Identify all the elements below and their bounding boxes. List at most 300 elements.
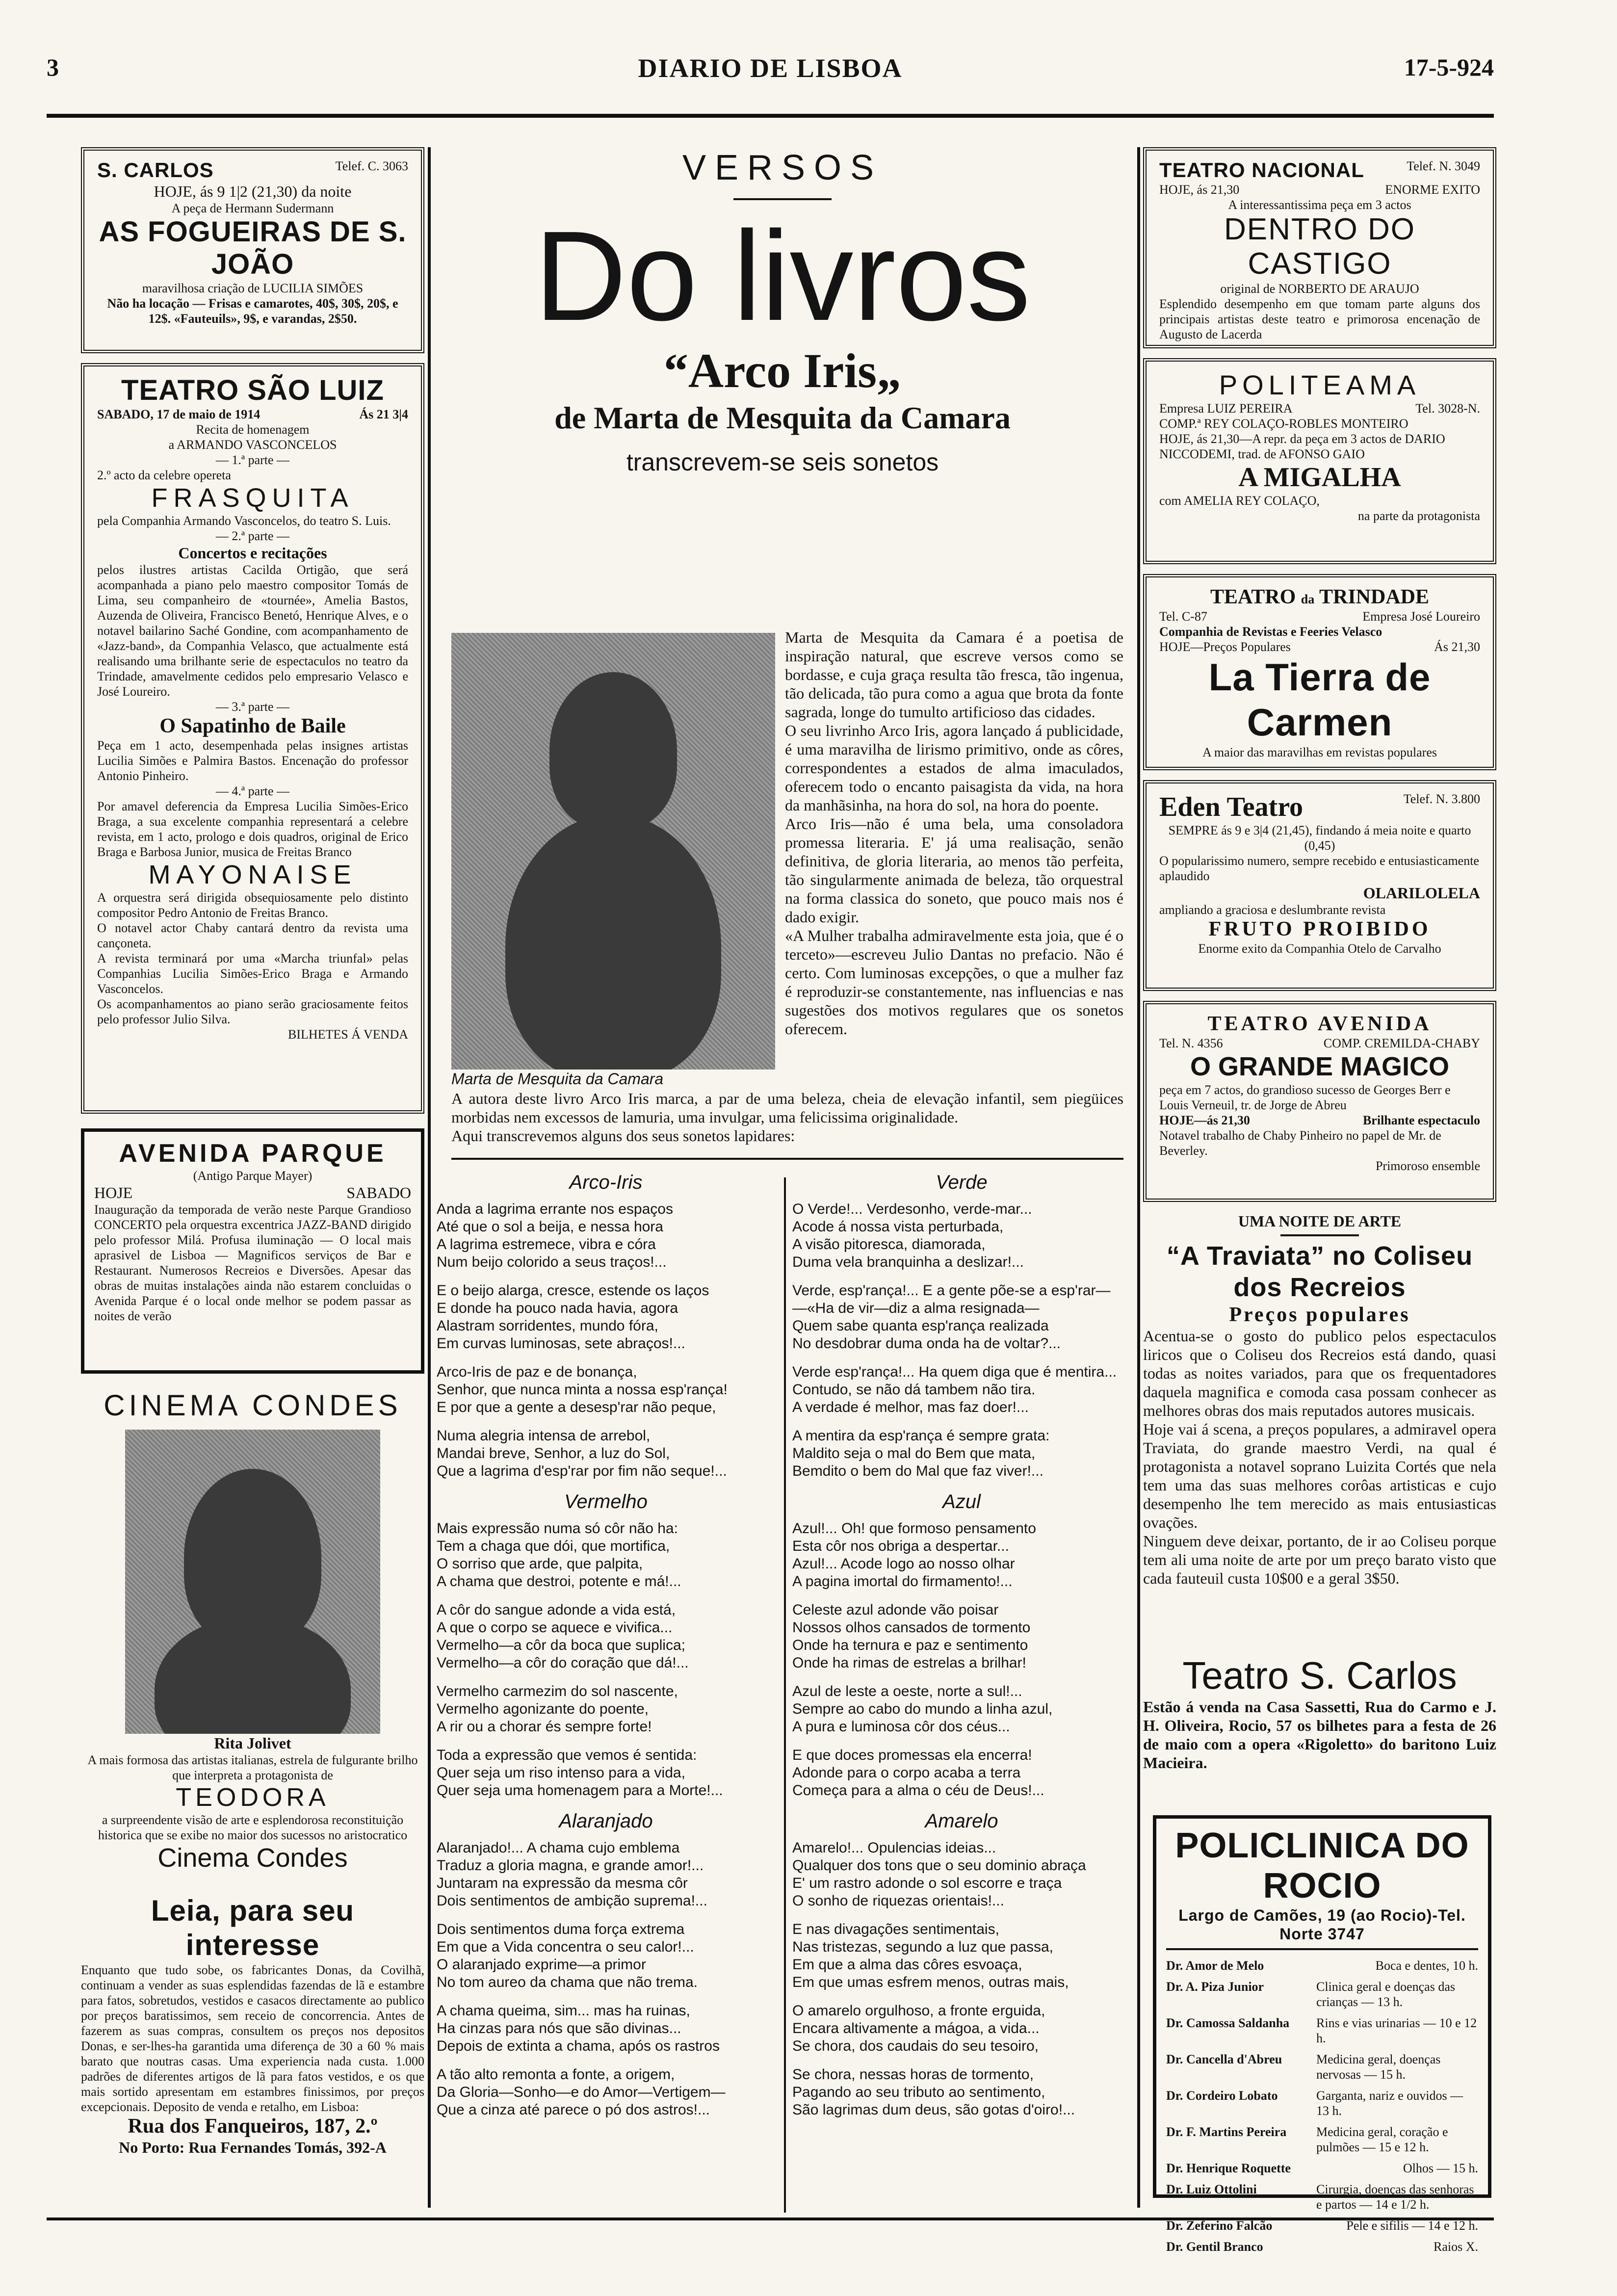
poem-body xyxy=(437,1839,775,2119)
poem-stanza xyxy=(792,1921,1131,1991)
politeama-name: POLITEAMA xyxy=(1219,369,1421,400)
article-versos xyxy=(437,147,1128,478)
ad-eden-teatro xyxy=(1143,780,1496,991)
s-carlos-tel: Telef. C. 3063 xyxy=(335,159,408,173)
book-title: “Arco Iris„ xyxy=(663,343,902,398)
poem-line: Qualquer dos tons que o seu dominio abraça xyxy=(792,1857,1086,1874)
nacional-exito: ENORME EXITO xyxy=(1385,183,1480,197)
poem-line: Esta côr nos obriga a despertar... xyxy=(792,1538,1009,1554)
s-carlos-ad-text: Estão á venda na Casa Sassetti, Rua do Carmo e J. H. Oliveira, Rocio, 57 os bilhetes para a festa de 26 de maio com a opera «Rigoletto» do baritono Luiz Macieira. xyxy=(1143,1698,1496,1772)
nacional-author: original de NORBERTO DE ARAUJO xyxy=(1220,282,1419,296)
poem-line: Numa alegria intensa de arrebol, xyxy=(437,1428,651,1444)
avenida-parque-sub: (Antigo Parque Mayer) xyxy=(193,1169,313,1183)
poem-line: A tão alto remonta a fonte, a origem, xyxy=(437,2066,675,2083)
article-para-1: Marta de Mesquita da Camara é a poetisa de inspiração natural, que escreve versos como se bordasse, e cuja graça resulta tão fresca, tão ingenua, tão delicada, tão pura como a agua que brota da fonte sagrada, longe do tumulto artificioso das cidades. xyxy=(785,628,1123,721)
poem-line: A pagina imortal do firmamento!... xyxy=(792,1573,1013,1590)
poem-line: A rir ou a chorar és sempre forte! xyxy=(437,1719,652,1735)
doctor-row xyxy=(1166,2236,1478,2257)
trindade-empresa: Empresa José Loureiro xyxy=(1362,609,1480,624)
poem-title: Verde xyxy=(936,1172,988,1193)
poem-line: Vermelho carmezim do sol nascente, xyxy=(437,1683,678,1699)
leia-address-lisboa: Rua dos Fanqueiros, 187, 2.º xyxy=(128,2115,378,2138)
rita-jolivet-photo xyxy=(125,1430,380,1734)
poem-line: Tem a chaga que dói, que mortifica, xyxy=(437,1538,670,1554)
cinema-condes-text-2: a surpreendente visão de arte e esplendorosa reconstituição historica que se exibe no maior dos sucessos no aristocratico xyxy=(98,1813,408,1842)
poem-line: A mentira da esp'rança é sempre grata: xyxy=(792,1428,1050,1444)
poem-body xyxy=(437,1520,775,1800)
article-subtitle: transcrevem-se seis sonetos xyxy=(626,448,939,476)
doctor-specialty: Garganta, nariz e ouvidos — 13 h. xyxy=(1316,2088,1463,2118)
poem-stanza xyxy=(792,1427,1131,1480)
poem-body xyxy=(792,1520,1131,1800)
avenida-text-3: Notavel trabalho de Chaby Pinheiro no papel de Mr. de Beverley. xyxy=(1159,1128,1441,1158)
poem-stanza xyxy=(792,1683,1131,1736)
poem-line: O Verde!... Verdesonho, verde-mar... xyxy=(792,1201,1032,1217)
poem-stanza xyxy=(792,1520,1131,1591)
poem-stanza xyxy=(792,1839,1131,1910)
article-intro-full xyxy=(451,1089,1123,1145)
sao-luiz-sapatinho-text: Peça em 1 acto, desempenhada pelas insignes artistas Lucilia Simões e Palmira Bastos. Encenação do professor Antonio Pinheiro. xyxy=(97,738,408,783)
policlinica-doctor-list xyxy=(1166,1955,1478,2257)
poems-separator xyxy=(451,1158,1123,1160)
poem-line: Juntaram na expressão da mesma côr xyxy=(437,1875,688,1891)
poem-stanza xyxy=(437,1200,775,1271)
poems-left xyxy=(437,1168,775,2130)
article-para-3: Arco Iris—não é uma bela, uma consoladora promessa literaria. E' já uma realisação, senão definitiva, de gloria literaria, ao menos tão perfeita, tão singularmente animada de beleza, tão orquestral na forma classica do soneto, que pouco mais nos é dado exigir. xyxy=(785,815,1123,926)
eden-play: FRUTO PROIBIDO xyxy=(1208,918,1431,940)
s-carlos-note: Não ha locação — Frisas e camarotes, 40$, 30$, 20$, e 12$. «Fauteuils», 9$, e varandas, 2$50. xyxy=(107,296,398,326)
poem-line: E que doces promessas ela encerra! xyxy=(792,1747,1032,1763)
traviata-subhead: Preços populares xyxy=(1229,1304,1410,1326)
masthead-title: DIARIO DE LISBOA xyxy=(638,53,903,83)
doctor-name: Dr. F. Martins Pereira xyxy=(1166,2125,1287,2139)
nacional-time: HOJE, ás 21,30 xyxy=(1159,183,1240,197)
avenida-play: O GRANDE MAGICO xyxy=(1190,1052,1449,1081)
doctor-row xyxy=(1166,2049,1478,2085)
s-carlos-cast: maravilhosa criação de LUCILIA SIMÕES xyxy=(142,281,364,295)
poem-line: E donde ha pouco nada havia, agora xyxy=(437,1300,678,1316)
poem-line: Quer seja um riso intenso para a vida, xyxy=(437,1765,685,1781)
nacional-text: Esplendido desempenho em que tomam parte alguns dos principais artistas deste teatro e primorosa encenação de Augusto de Lacerda xyxy=(1159,297,1480,341)
avenida-name: TEATRO AVENIDA xyxy=(1207,1013,1432,1035)
doctor-row xyxy=(1166,1976,1478,2012)
poem-stanza xyxy=(437,1921,775,1991)
poem-title: Azul xyxy=(942,1491,981,1513)
poem-line: Vermelho—a côr do coração que dá!... xyxy=(437,1655,689,1671)
article-para-4: «A Mulher trabalha admiravelmente esta joia, que é o terceto»—escreveu Julio Dantas no prefacio. Não é certo. Com luminosas excepções, o que a mulher faz é reproduzir-se constantemente, nas influencias e nas sugestões dos motivos regulares que os sonetos oferecem. xyxy=(785,927,1123,1038)
s-carlos-time: HOJE, ás 9 1|2 (21,30) da noite xyxy=(154,183,352,200)
s-carlos-play: AS FOGUEIRAS DE S. JOÃO xyxy=(99,216,407,280)
politeama-cast-1: com AMELIA REY COLAÇO, xyxy=(1159,494,1320,508)
poem-line: A pura e luminosa côr dos céus... xyxy=(792,1719,1010,1735)
poem-line: Sempre ao cabo do mundo a linha azul, xyxy=(792,1701,1053,1717)
avenida-tel: Tel. N. 4356 xyxy=(1159,1036,1223,1050)
doctor-specialty: Cirurgia, doenças das senhoras e partos — 14 e 1/2 h. xyxy=(1316,2182,1474,2212)
poems-right xyxy=(792,1168,1131,2130)
doctor-name: Dr. Amor de Melo xyxy=(1166,1958,1264,1973)
poem-line: A verdade é melhor, mas faz doer!... xyxy=(792,1399,1029,1415)
poem-line: Bemdito o bem do Mal que faz viver!... xyxy=(792,1463,1043,1479)
poem-line: E nas divagações sentimentais, xyxy=(792,1921,999,1937)
sao-luiz-mayonaise-text-4: Os acompanhamentos ao piano serão graciosamente feitos pelo professor Julio Silva. xyxy=(97,997,408,1026)
leia-text: Enquanto que tudo sobe, os fabricantes Donas, da Covilhã, continuam a vender as suas esplendidas fazendas de lã e estambre para fatos, sobretudos, vestidos e casacos directamente ao publico por preços baratissimos, sem receio de concorrencia. Antes de fazerem as suas compras, consultem os preços nos depositos Donas, e ser-lhes-ha garantida uma diferença de 30 a 60 % mais barato que noutras casas. Uma experiencia nada custa. 1.000 padrões de diferentes artigos de lã para fatos vestidos, e os que mais sortido apresentam em estambres finissimos, por preços excepcionais. Deposito de venda e retalho, em Lisboa: xyxy=(81,1963,424,2114)
poem-line: Azul de leste a oeste, norte a sul!... xyxy=(792,1683,1022,1699)
article-para-5: A autora deste livro Arco Iris marca, a par de uma beleza, cheia de elevação infantil, sem piegüices morbidas nem excessos de lamuria, uma invulgar, uma felicissima originalidade. xyxy=(451,1090,1123,1126)
poem-line: Depois de extinta a chama, após os rastros xyxy=(437,2038,720,2054)
poem-title: Alaranjado xyxy=(559,1810,653,1832)
traviata-para-3: Ninguem deve deixar, portanto, de ir ao Coliseu porque tem ali uma noite de arte por um preço barato visto que cada fauteuil custa 10$00 e a geral 3$50. xyxy=(1143,1532,1496,1587)
poem-amarelo xyxy=(792,1810,1131,2119)
poem-stanza xyxy=(792,1601,1131,1672)
poem-line: Dois sentimentos duma força extrema xyxy=(437,1921,685,1937)
poem-line: Nas tristezas, segundo a luz que passa, xyxy=(792,1939,1053,1955)
poem-line: A chama que destroi, potente e má!... xyxy=(437,1573,681,1590)
author-photo-block xyxy=(451,633,775,1088)
policlinica-address: Largo de Camões, 19 (ao Rocio)-Tel. Norte 3747 xyxy=(1178,1906,1466,1943)
poem-line: Que a lagrima d'esp'rar por fim não seque!... xyxy=(437,1463,727,1479)
poem-line: Celeste azul adonde vão poisar xyxy=(792,1602,999,1618)
trindade-time: Ás 21,30 xyxy=(1434,640,1480,654)
cinema-condes-title: CINEMA CONDES xyxy=(104,1389,402,1422)
author-photo-caption: Marta de Mesquita da Camara xyxy=(451,1070,664,1088)
poem-arco-iris xyxy=(437,1172,775,1480)
doctor-name: Dr. A. Piza Junior xyxy=(1166,1980,1264,1994)
poem-line: Acode á nossa vista perturbada, xyxy=(792,1219,1004,1235)
poem-line: Em curvas luminosas, sete abraços!... xyxy=(437,1335,685,1352)
eden-tel: Telef. N. 3.800 xyxy=(1403,792,1480,806)
poem-body xyxy=(792,1200,1131,1480)
poem-stanza xyxy=(437,1282,775,1353)
avenida-parque-hoje: HOJE xyxy=(94,1184,133,1201)
trindade-tel: Tel. C-87 xyxy=(1159,609,1207,624)
poem-line: A chama queima, sim... mas ha ruinas, xyxy=(437,2003,690,2019)
poem-line: Em que a alma das côres esvoaça, xyxy=(792,1957,1022,1973)
s-carlos-intro: A peça de Hermann Sudermann xyxy=(171,201,334,215)
poem-line: Maldito seja o mal do Bem que mata, xyxy=(792,1445,1036,1461)
ad-teatro-trindade xyxy=(1143,574,1496,770)
column-separator-right xyxy=(1137,147,1140,2208)
poem-line: Começa para a alma o céu de Deus!... xyxy=(792,1782,1044,1799)
poem-stanza xyxy=(437,1839,775,1910)
ad-s-carlos-tickets xyxy=(1143,1653,1496,1772)
avenida-text-2: Brilhante espectaculo xyxy=(1362,1113,1480,1127)
ad-policlinica xyxy=(1153,1815,1491,2254)
issue-date: 17-5-924 xyxy=(1404,53,1494,81)
doctor-row xyxy=(1166,2012,1478,2049)
policlinica-title: POLICLINICA DO ROCIO xyxy=(1175,1826,1469,1905)
doctor-name: Dr. Gentil Branco xyxy=(1166,2240,1263,2254)
book-author: de Marta de Mesquita da Camara xyxy=(554,400,1011,435)
ad-teatro-nacional xyxy=(1143,147,1496,348)
traviata-rule xyxy=(1280,1234,1359,1236)
poem-line: No desdobrar duma onda ha de voltar?... xyxy=(792,1335,1061,1352)
cinema-condes-footer: Cinema Condes xyxy=(157,1843,348,1873)
ad-politeama xyxy=(1143,358,1496,564)
poem-line: Da Gloria—Sonho—e do Amor—Vertigem— xyxy=(437,2084,726,2100)
poem-line: Verde esp'rança!... Ha quem diga que é mentira... xyxy=(792,1364,1117,1380)
trindade-tagline: A maior das maravilhas em revistas populares xyxy=(1202,745,1437,759)
poem-line: Ha cinzas para nós que são divinas... xyxy=(437,2020,681,2036)
poem-line: Em que umas esfrem menos, outras mais, xyxy=(792,1974,1069,1990)
doctor-specialty: Raios X. xyxy=(1434,2240,1478,2254)
kicker-rule xyxy=(733,198,832,200)
sao-luiz-part1: — 1.ª parte — xyxy=(215,453,290,467)
politeama-empresa: Empresa LUIZ PEREIRA xyxy=(1159,401,1293,416)
poem-line: Senhor, que nunca minta a nossa esp'rança! xyxy=(437,1382,728,1398)
poem-line: Azul!... Oh! que formoso pensamento xyxy=(792,1520,1036,1537)
poem-azul xyxy=(792,1491,1131,1800)
doctor-specialty: Clinica geral e doenças das crianças — 13 h. xyxy=(1316,1980,1455,2009)
sao-luiz-name: TEATRO SÃO LUIZ xyxy=(121,374,384,406)
doctor-name: Dr. Luiz Ottolini xyxy=(1166,2182,1257,2196)
sao-luiz-mayonaise: MAYONAISE xyxy=(148,860,357,889)
doctor-name: Dr. Cordeiro Lobato xyxy=(1166,2088,1278,2103)
poem-stanza xyxy=(792,1282,1131,1353)
doctor-specialty: Olhos — 15 h. xyxy=(1403,2161,1478,2175)
poem-line: —«Ha de vir—diz a alma resignada— xyxy=(792,1300,1040,1316)
poem-line: Em que a Vida concentra o seu calor!... xyxy=(437,1939,694,1955)
trindade-hoje: HOJE—Preços Populares xyxy=(1159,640,1291,654)
doctor-specialty: Pele e sifilis — 14 e 12 h. xyxy=(1346,2218,1478,2233)
sao-luiz-concert: Concertos e recitações xyxy=(178,544,327,562)
ad-s-carlos xyxy=(81,147,424,353)
sao-luiz-sapatinho: O Sapatinho de Baile xyxy=(159,715,346,737)
article-para-2: O seu livrinho Arco Iris, agora lançado á publicidade, é uma maravilha de lirismo primitivo, onde as côres, correspondentes a estados de alma imaculados, oferecem todo o encanto paisagista da vida, na hora da manhãsinha, na hora do sol, na hora do poente. xyxy=(785,722,1123,814)
politeama-comp: COMP.ª REY COLAÇO-ROBLES MONTEIRO xyxy=(1159,417,1408,431)
doctor-row xyxy=(1166,2158,1478,2179)
s-carlos-name: S. CARLOS xyxy=(97,158,214,182)
avenida-parque-name: AVENIDA PARQUE xyxy=(119,1139,387,1168)
traviata-para-1: Acentua-se o gosto do publico pelos espectaculos liricos que o Coliseu dos Recreios está dando, quasi todas as noites variados, para que os frequentadores daquela magnifica e comoda casa possam conhecer as melhores obras dos mais reputados autores musicais. xyxy=(1143,1327,1496,1419)
poem-stanza xyxy=(437,1427,775,1480)
doctor-name: Dr. Henrique Roquette xyxy=(1166,2161,1291,2175)
avenida-parque-text: Inauguração da temporada de verão neste Parque Grandioso CONCERTO pela orquestra excentrica JAZZ-BAND dirigido pelo professor Milá. Profusa iluminação — O local mais aprasivel de Lisboa — Magnificos serviços de Bar e Restaurant. Numerosos Recreios e Diversões. Apesar das obras de muitas instalações ainda não estarem concluidas o Avenida Parque é o local onde melhor se podem passar as noites de verão xyxy=(94,1202,411,1323)
page-header xyxy=(47,53,1494,87)
eden-text-3: ampliando a graciosa e deslumbrante revista xyxy=(1159,903,1386,917)
sao-luiz-honoree: a ARMANDO VASCONCELOS xyxy=(168,438,337,452)
poem-stanza xyxy=(437,2002,775,2055)
avenida-comp: COMP. CREMILDA-CHABY xyxy=(1323,1036,1480,1050)
poem-stanza xyxy=(792,2002,1131,2055)
poem-line: Se chora, dos caudais do seu tesoiro, xyxy=(792,2038,1039,2054)
doctor-name: Dr. Cancella d'Abreu xyxy=(1166,2052,1282,2066)
politeama-tel: Tel. 3028-N. xyxy=(1415,401,1480,416)
doctor-specialty: Medicina geral, doenças nervosas — 15 h. xyxy=(1316,2052,1441,2082)
nacional-name: TEATRO NACIONAL xyxy=(1159,158,1364,182)
poem-line: Arco-Iris de paz e de bonança, xyxy=(437,1364,637,1380)
poem-line: Contudo, se não dá tambem não tira. xyxy=(792,1382,1036,1398)
ad-teatro-avenida xyxy=(1143,1001,1496,1202)
poem-body xyxy=(792,1839,1131,2119)
sao-luiz-opera-by: pela Companhia Armando Vasconcelos, do teatro S. Luis. xyxy=(97,514,391,528)
poem-line: O amarelo orgulhoso, a fronte erguida, xyxy=(792,2003,1045,2019)
poem-line: Dois sentimentos de ambição suprema!... xyxy=(437,1893,707,1909)
trindade-play: La Tierra de Carmen xyxy=(1208,655,1431,744)
eden-name: Eden Teatro xyxy=(1159,792,1304,822)
teodora-title: TEODORA xyxy=(176,1783,330,1812)
article-para-6: Aqui transcrevemos alguns dos seus sonetos lapidares: xyxy=(451,1127,795,1145)
poem-line: A côr do sangue adonde a vida está, xyxy=(437,1602,676,1618)
eden-text-2: O popularissimo numero, sempre recebido e entusiasticamente aplaudido xyxy=(1159,854,1479,883)
doctor-name: Dr. Zeferino Falcão xyxy=(1166,2218,1273,2233)
doctor-row xyxy=(1166,2215,1478,2236)
poem-line: Azul!... Acode logo ao nosso olhar xyxy=(792,1556,1015,1572)
doctor-specialty: Boca e dentes, 10 h. xyxy=(1375,1958,1478,1973)
trindade-da: da xyxy=(1301,592,1315,606)
poem-line: E' um rastro adonde o sol escorre e traça xyxy=(792,1875,1062,1891)
ad-leia xyxy=(81,1894,424,2198)
poem-line: Até que o sol a beija, e nessa hora xyxy=(437,1219,663,1235)
avenida-hoje: HOJE—ás 21,30 xyxy=(1159,1113,1250,1127)
avenida-text-4: Primoroso ensemble xyxy=(1375,1159,1480,1173)
poem-stanza xyxy=(437,1747,775,1800)
leia-address-porto: No Porto: Rua Fernandes Tomás, 392-A xyxy=(119,2139,387,2156)
poem-line: Pagando ao seu tributo ao sentimento, xyxy=(792,2084,1045,2100)
poem-line: São lagrimas dum deus, são gotas d'oiro!... xyxy=(792,2102,1075,2118)
poem-stanza xyxy=(437,1363,775,1416)
poem-vermelho xyxy=(437,1491,775,1800)
poem-stanza xyxy=(437,1520,775,1591)
poem-line: Adonde para o corpo acaba a terra xyxy=(792,1765,1021,1781)
poem-line: A que o corpo se aquece e vivifica... xyxy=(437,1619,673,1636)
poem-line: Duma vela branquinha a deslizar!... xyxy=(792,1254,1024,1270)
eden-text-4: Enorme exito da Companhia Otelo de Carvalho xyxy=(1198,941,1441,956)
poem-line: A lagrima estremece, vibra e córa xyxy=(437,1236,656,1252)
poem-title: Amarelo xyxy=(925,1810,998,1832)
doctor-row xyxy=(1166,2085,1478,2121)
poem-body xyxy=(437,1200,775,1480)
poem-stanza xyxy=(792,1363,1131,1416)
poem-title: Arco-Iris xyxy=(569,1172,643,1193)
avenida-parque-sabado: SABADO xyxy=(346,1184,411,1201)
poem-line: Onde ha rimas de estrelas a brilhar! xyxy=(792,1655,1026,1671)
poem-line: Quer seja uma homenagem para a Morte!... xyxy=(437,1782,723,1799)
doctor-row xyxy=(1166,2179,1478,2215)
poem-line: Quem sabe quanta esp'rança realizada xyxy=(792,1318,1049,1334)
traviata-kicker: UMA NOITE DE ARTE xyxy=(1238,1212,1402,1230)
poem-line: Encara altivamente a mágoa, a vida... xyxy=(792,2020,1040,2036)
sao-luiz-mayonaise-text-2: O notavel actor Chaby cantará dentro da revista uma cançoneta. xyxy=(97,921,408,950)
sao-luiz-recita: Recita de homenagem xyxy=(196,422,310,437)
poem-stanza xyxy=(792,1200,1131,1271)
poem-line: E o beijo alarga, cresce, estende os laços xyxy=(437,1282,709,1299)
poem-stanza xyxy=(437,1683,775,1736)
poem-line: Alaranjado!... A chama cujo emblema xyxy=(437,1840,680,1856)
doctor-row xyxy=(1166,1955,1478,1976)
column-separator-left xyxy=(428,147,431,2208)
article-headline: Do livros xyxy=(534,205,1031,347)
policlinica-rule xyxy=(1166,1948,1478,1950)
ad-avenida-parque xyxy=(81,1128,424,1374)
poem-line: Alastram sorridentes, mundo fóra, xyxy=(437,1318,658,1334)
trindade-name-2: TRINDADE xyxy=(1319,586,1429,608)
poem-line: Onde ha ternura e paz e sentimento xyxy=(792,1637,1028,1653)
poem-stanza xyxy=(792,1747,1131,1800)
doctor-name: Dr. Camossa Saldanha xyxy=(1166,2016,1290,2030)
nacional-play: DENTRO DO CASTIGO xyxy=(1224,212,1415,281)
poem-line: O alaranjado exprime—a primor xyxy=(437,1957,646,1973)
poem-alaranjado xyxy=(437,1810,775,2119)
poem-line: Vermelho—a côr da boca que suplica; xyxy=(437,1637,685,1653)
politeama-play: A MIGALHA xyxy=(1238,462,1401,493)
ad-cinema-condes xyxy=(81,1388,424,1879)
rita-jolivet-caption: Rita Jolivet xyxy=(214,1734,291,1752)
politeama-cast-2: na parte da protagonista xyxy=(1357,509,1480,523)
traviata-para-2: Hoje vai á scena, a preços populares, a admiravel opera Traviata, do grande maestro Verdi, na qual é protagonista a notavel soprano Luizita Cortés que nela tem uma das suas melhores corôas artisticas e cujo desempenho lhe tem merecido as mais entusiasticas ovações. xyxy=(1143,1420,1496,1531)
avenida-text-1: peça em 7 actos, do grandioso sucesso de Georges Berr e Louis Verneuil, tr. de Jorge de Abreu xyxy=(1159,1083,1451,1112)
poem-line: No tom aureo da chama que não trema. xyxy=(437,1974,698,1990)
poem-stanza xyxy=(437,2066,775,2119)
trindade-name-1: TEATRO xyxy=(1210,586,1296,608)
sao-luiz-part4: — 4.ª parte — xyxy=(215,784,290,798)
poem-line: O sorriso que arde, que palpita, xyxy=(437,1556,643,1572)
poem-stanza xyxy=(437,1601,775,1672)
article-intro-right xyxy=(785,628,1123,1038)
sao-luiz-mayonaise-text-1: A orquestra será dirigida obsequiosamente pelo distinto compositor Pedro Antonio de Freitas Branco. xyxy=(97,890,408,920)
s-carlos-ad-title: Teatro S. Carlos xyxy=(1182,1654,1457,1697)
author-photo xyxy=(451,633,775,1070)
traviata-headline: “A Traviata” no Coliseu dos Recreios xyxy=(1166,1241,1473,1302)
sao-luiz-concert-text: pelos ilustres artistas Cacilda Ortigão, que será acompanhada a piano pelo maestro compositor Tomás de Lima, seu companheiro de «tournée», Amelia Bastos, Auzenda de Oliveira, Francisco Benetó, Henrique Alves, e o notavel bailarino Saché Gondine, com acompanhamento de «Jazz-band», da Companhia Velasco, que actualmente está realisando uma brilhante serie de espectaculos no teatro da Trindade, amavelmente cedidos pelo empresario Velasco e José Loureiro. xyxy=(97,563,408,699)
poem-line: Verde, esp'rança!... E a gente põe-se a esp'rar— xyxy=(792,1282,1111,1299)
poem-line: O sonho de riquezas orientais!... xyxy=(792,1893,1004,1909)
sao-luiz-time: Ás 21 3|4 xyxy=(359,407,408,421)
poem-line: Traduz a gloria magna, e grande amor!... xyxy=(437,1857,704,1874)
politeama-text: HOJE, ás 21,30—A repr. da peça em 3 actos de DARIO NICCODEMI, trad. de AFONSO GAIO xyxy=(1159,432,1445,461)
poem-line: A visão pitoresca, diamorada, xyxy=(792,1236,986,1252)
trindade-comp: Companhia de Revistas e Feeries Velasco xyxy=(1159,625,1382,639)
poem-verde xyxy=(792,1172,1131,1480)
poem-line: Toda a expressão que vemos é sentida: xyxy=(437,1747,697,1763)
doctor-row xyxy=(1166,2121,1478,2158)
sao-luiz-tickets: BILHETES Á VENDA xyxy=(287,1027,408,1042)
poem-line: E por que a gente a desesp'rar não peque, xyxy=(437,1399,716,1415)
poems-column-rule xyxy=(784,1177,786,2213)
sao-luiz-opera-intro: 2.º acto da celebre opereta xyxy=(97,468,231,482)
nacional-tel: Telef. N. 3049 xyxy=(1407,159,1480,173)
doctor-specialty: Rins e vias urinarias — 10 e 12 h. xyxy=(1316,2016,1477,2045)
sao-luiz-part2: — 2.ª parte — xyxy=(215,529,290,543)
article-kicker: VERSOS xyxy=(682,148,883,187)
poem-line: Se chora, nessas horas de tormento, xyxy=(792,2066,1034,2083)
eden-act: OLARILOLELA xyxy=(1363,884,1480,902)
doctor-specialty: Medicina geral, coração e pulmões — 15 e 12 h. xyxy=(1316,2125,1448,2154)
poem-line: Vermelho agonizante do poente, xyxy=(437,1701,649,1717)
sao-luiz-opera: FRASQUITA xyxy=(151,483,354,513)
page-number: 3 xyxy=(47,53,59,81)
poem-line: Anda a lagrima errante nos espaços xyxy=(437,1201,673,1217)
poem-line: Nossos olhos cansados de tormento xyxy=(792,1619,1031,1636)
sao-luiz-mayonaise-text-3: A revista terminará por uma «Marcha triunfal» pelas Companhias Lucilia Simões-Erico Braga e Armando Vasconcelos. xyxy=(97,951,408,996)
poem-line: Amarelo!... Opulencias ideias... xyxy=(792,1840,996,1856)
poem-line: Que a cinza até parece o pó dos astros!... xyxy=(437,2102,710,2118)
cinema-condes-text-1: A mais formosa das artistas italianas, estrela de fulgurante brilho que interpreta a protagonista de xyxy=(87,1753,418,1782)
ad-teatro-sao-luiz xyxy=(81,363,424,1114)
sao-luiz-part4-text: Por amavel deferencia da Empresa Lucilia Simões-Erico Braga, a sua excelente companhia representará a celebre revista, em 1 acto, prologo e dois quadros, original de Erico Braga e Barbosa Junior, musica de Freitas Branco xyxy=(97,799,408,859)
sao-luiz-date: SABADO, 17 de maio de 1914 xyxy=(97,407,261,421)
poem-title: Vermelho xyxy=(564,1491,648,1513)
poem-line: Mandai breve, Senhor, a luz do Sol, xyxy=(437,1445,670,1461)
leia-title: Leia, para seu interesse xyxy=(151,1894,355,1961)
poem-line: Mais expressão numa só côr não ha: xyxy=(437,1520,678,1537)
nacional-intro: A interessantissima peça em 3 actos xyxy=(1228,198,1411,212)
header-rule xyxy=(47,114,1494,118)
poem-line: Num beijo colorido a seus traços!... xyxy=(437,1254,667,1270)
eden-text-1: SEMPRE ás 9 e 3|4 (21,45), findando á meia noite e quarto (0,45) xyxy=(1168,823,1471,853)
sao-luiz-part3: — 3.ª parte — xyxy=(215,700,290,714)
article-traviata xyxy=(1143,1212,1496,1588)
poem-stanza xyxy=(792,2066,1131,2119)
